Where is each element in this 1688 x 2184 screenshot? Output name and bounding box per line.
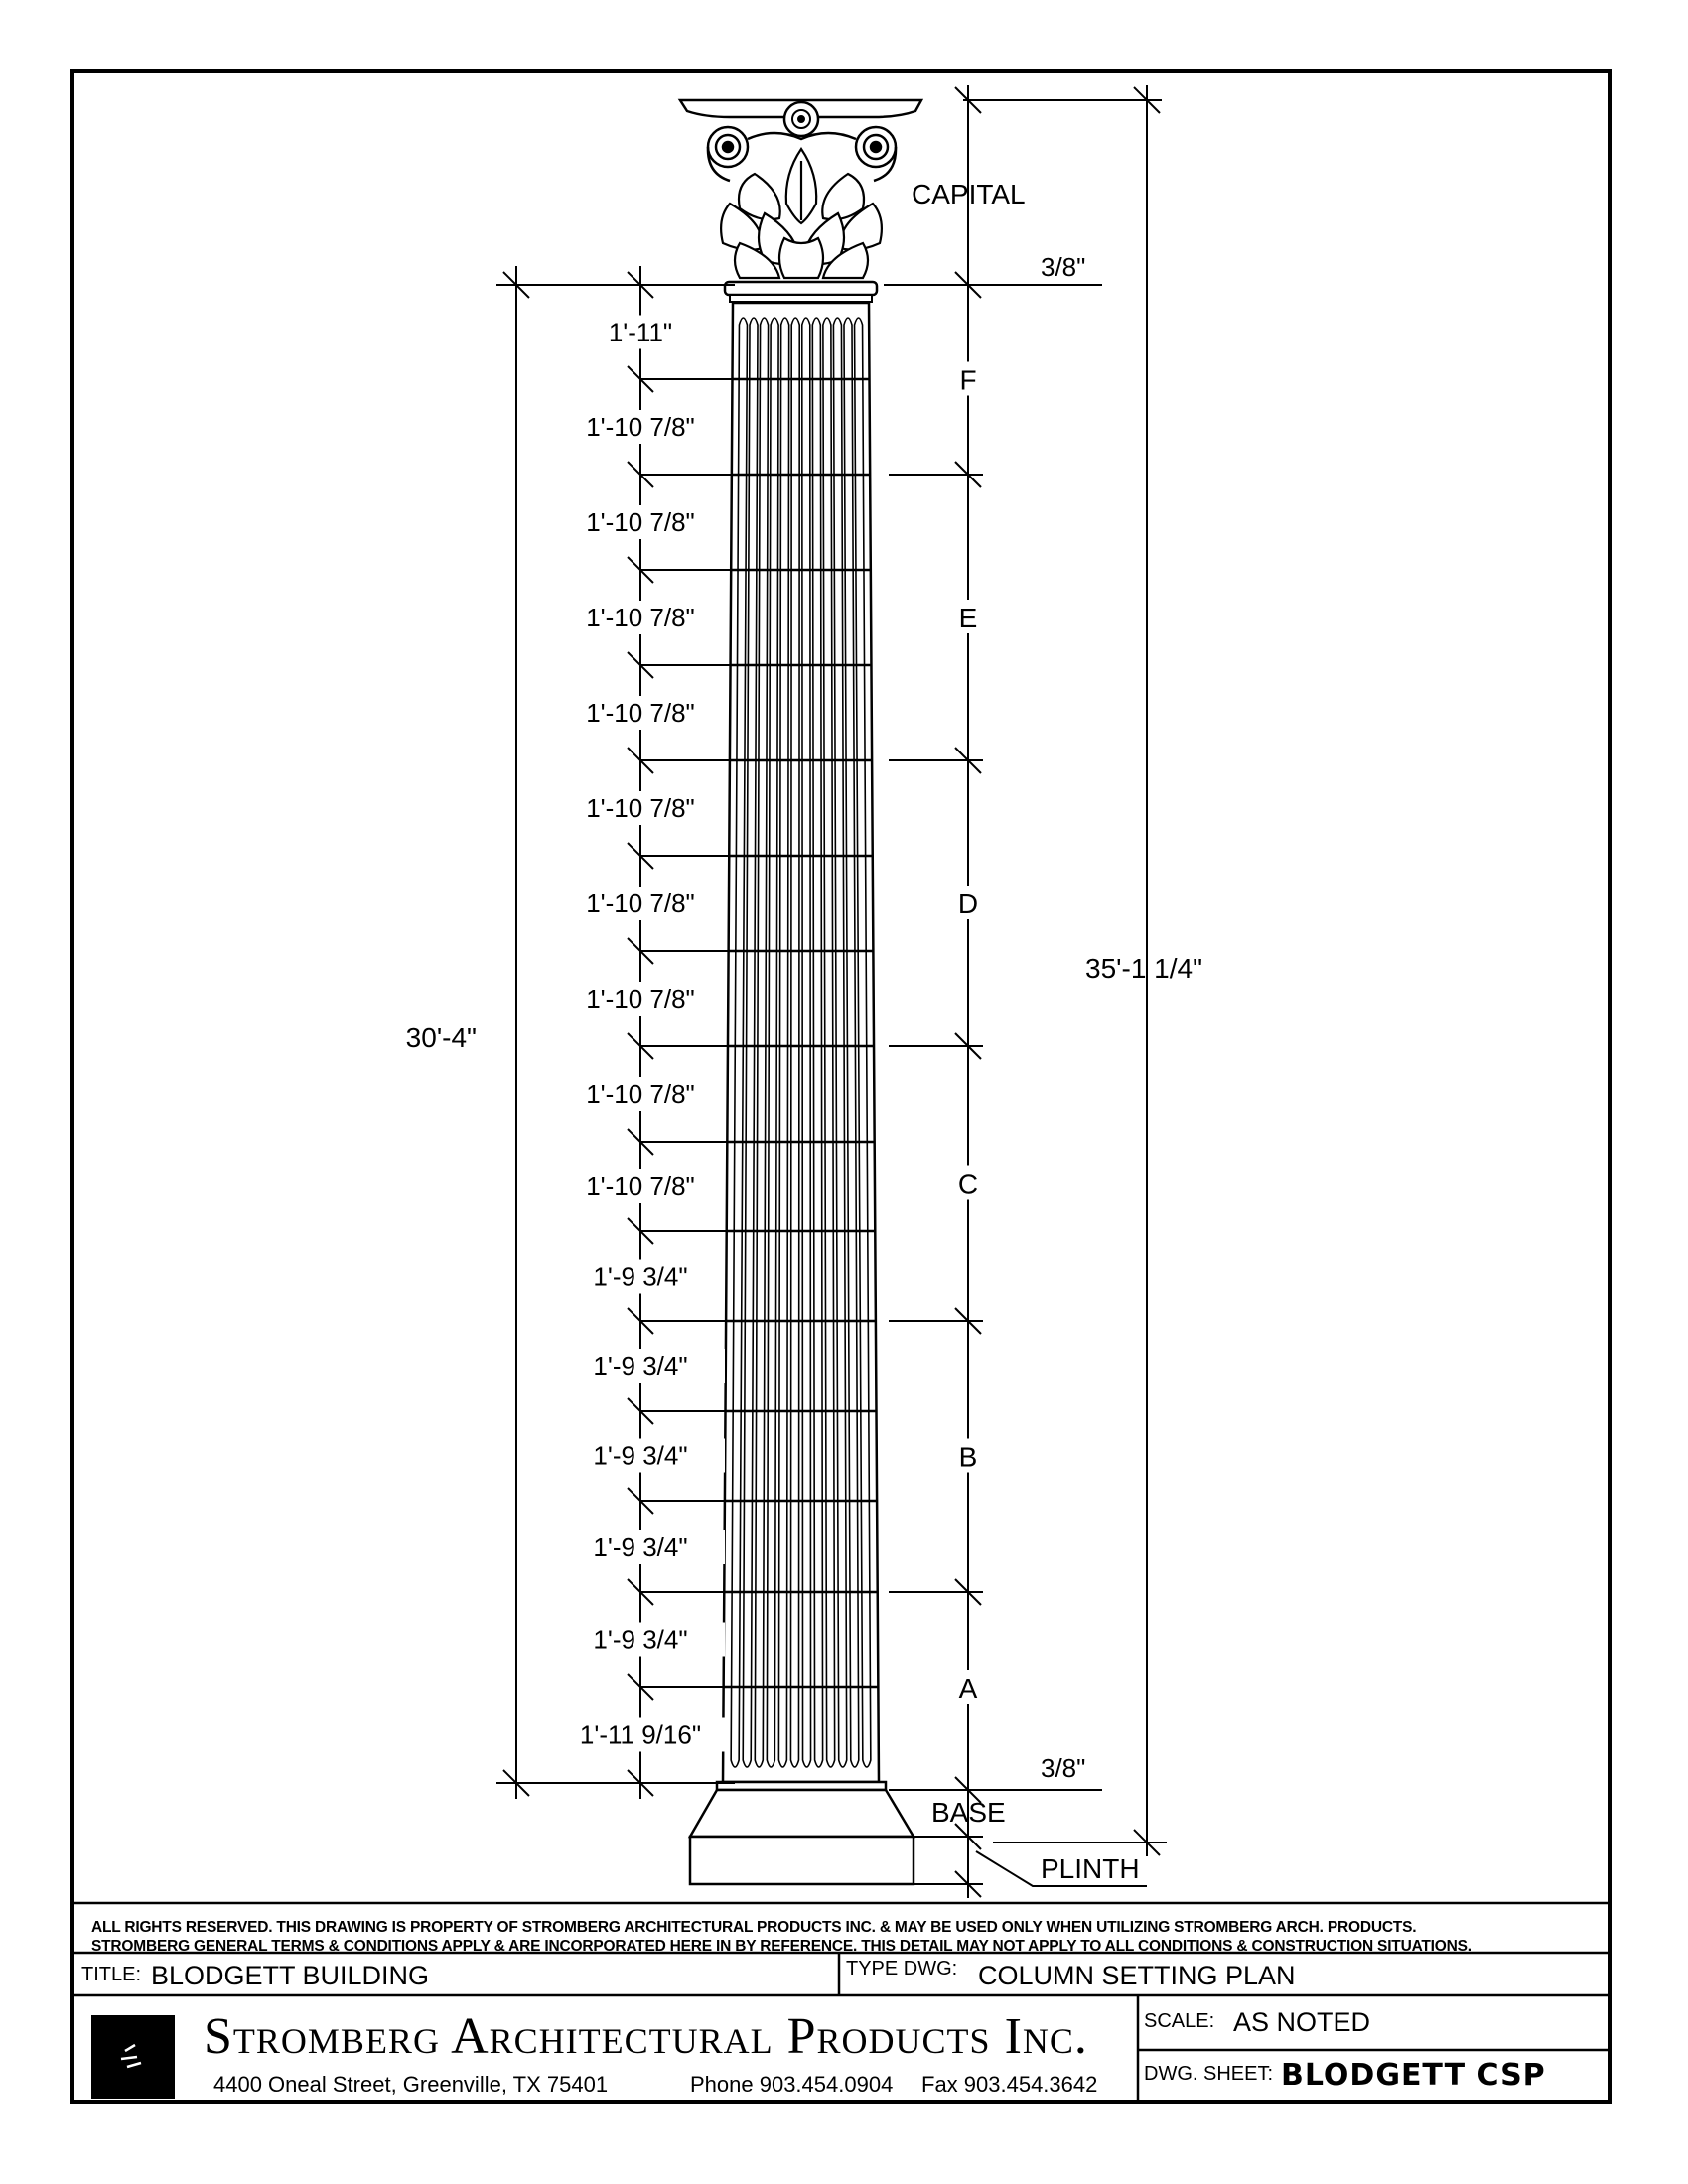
segment-length-label: 1'-10 7/8" bbox=[586, 1171, 695, 1201]
title-value: BLODGETT BUILDING bbox=[151, 1961, 430, 1990]
segment-length-label: 1'-10 7/8" bbox=[586, 412, 695, 442]
label-overall-height: 35'-1 1/4" bbox=[1085, 953, 1203, 984]
segment-length-label: 1'-9 3/4" bbox=[593, 1624, 688, 1655]
company-fax: Fax 903.454.3642 bbox=[921, 2072, 1098, 2097]
type-dwg-value: COLUMN SETTING PLAN bbox=[978, 1961, 1296, 1990]
section-letter-c: C bbox=[957, 1168, 979, 1200]
type-dwg-label: TYPE DWG: bbox=[846, 1958, 958, 1979]
scale-value: AS NOTED bbox=[1233, 2007, 1371, 2037]
label-shaft-height: 30'-4" bbox=[405, 1023, 477, 1053]
segment-length-label: 1'-9 3/4" bbox=[593, 1261, 688, 1292]
company-address: 4400 Oneal Street, Greenville, TX 75401 bbox=[213, 2072, 609, 2097]
segment-length-label: 1'-10 7/8" bbox=[586, 1079, 695, 1109]
label-base: BASE bbox=[931, 1797, 1006, 1828]
company-phone: Phone 903.454.0904 bbox=[690, 2072, 894, 2097]
title-label: TITLE: bbox=[81, 1964, 142, 1985]
dwg-sheet-value: BLODGETT CSP bbox=[1281, 2058, 1546, 2093]
segment-length-label: 1'-10 7/8" bbox=[586, 698, 695, 728]
rights-notice-line2: STROMBERG GENERAL TERMS & CONDITIONS APPLY & ARE INCORPORATED HERE IN BY REFERENCE. THIS DETAIL MAY NOT APPLY TO ALL CONDITIONS & CONSTRUCTION SITUATIONS. bbox=[91, 1938, 1472, 1955]
segment-length-label: 1'-10 7/8" bbox=[586, 888, 695, 918]
label-top-gap: 3/8" bbox=[1041, 252, 1086, 282]
section-letter-b: B bbox=[958, 1441, 978, 1473]
dwg-sheet-label: DWG. SHEET: bbox=[1144, 2063, 1274, 2085]
company-name: Stromberg Architectural Products Inc. bbox=[204, 2008, 1088, 2065]
segment-length-label: 1'-10 7/8" bbox=[586, 793, 695, 823]
section-letter-f: F bbox=[959, 364, 977, 396]
segment-length-label: 1'-10 7/8" bbox=[586, 507, 695, 537]
label-bottom-gap: 3/8" bbox=[1041, 1753, 1086, 1783]
rights-notice bbox=[91, 1918, 1472, 1956]
rights-notice-line1: ALL RIGHTS RESERVED. THIS DRAWING IS PROPERTY OF STROMBERG ARCHITECTURAL PRODUCTS INC. & MAY BE USED ONLY WHEN UTILIZING STROMBERG ARCH. PRODUCTS. bbox=[91, 1919, 1417, 1936]
segment-length-label: 1'-11" bbox=[608, 317, 673, 347]
segment-length-label: 1'-9 3/4" bbox=[593, 1532, 688, 1562]
scale-label: SCALE: bbox=[1144, 2010, 1215, 2032]
segment-length-label: 1'-10 7/8" bbox=[586, 603, 695, 632]
segment-length-label: 1'-10 7/8" bbox=[586, 984, 695, 1014]
section-letter-d: D bbox=[957, 888, 979, 919]
company-logo-icon bbox=[91, 2015, 175, 2099]
label-plinth: PLINTH bbox=[1041, 1853, 1140, 1884]
section-letter-e: E bbox=[958, 603, 978, 633]
segment-length-label: 1'-9 3/4" bbox=[593, 1440, 688, 1471]
segment-length-label: 1'-9 3/4" bbox=[593, 1351, 688, 1381]
section-letter-a: A bbox=[958, 1673, 978, 1704]
label-capital: CAPITAL bbox=[912, 179, 1026, 209]
segment-length-label: 1'-11 9/16" bbox=[579, 1719, 702, 1750]
